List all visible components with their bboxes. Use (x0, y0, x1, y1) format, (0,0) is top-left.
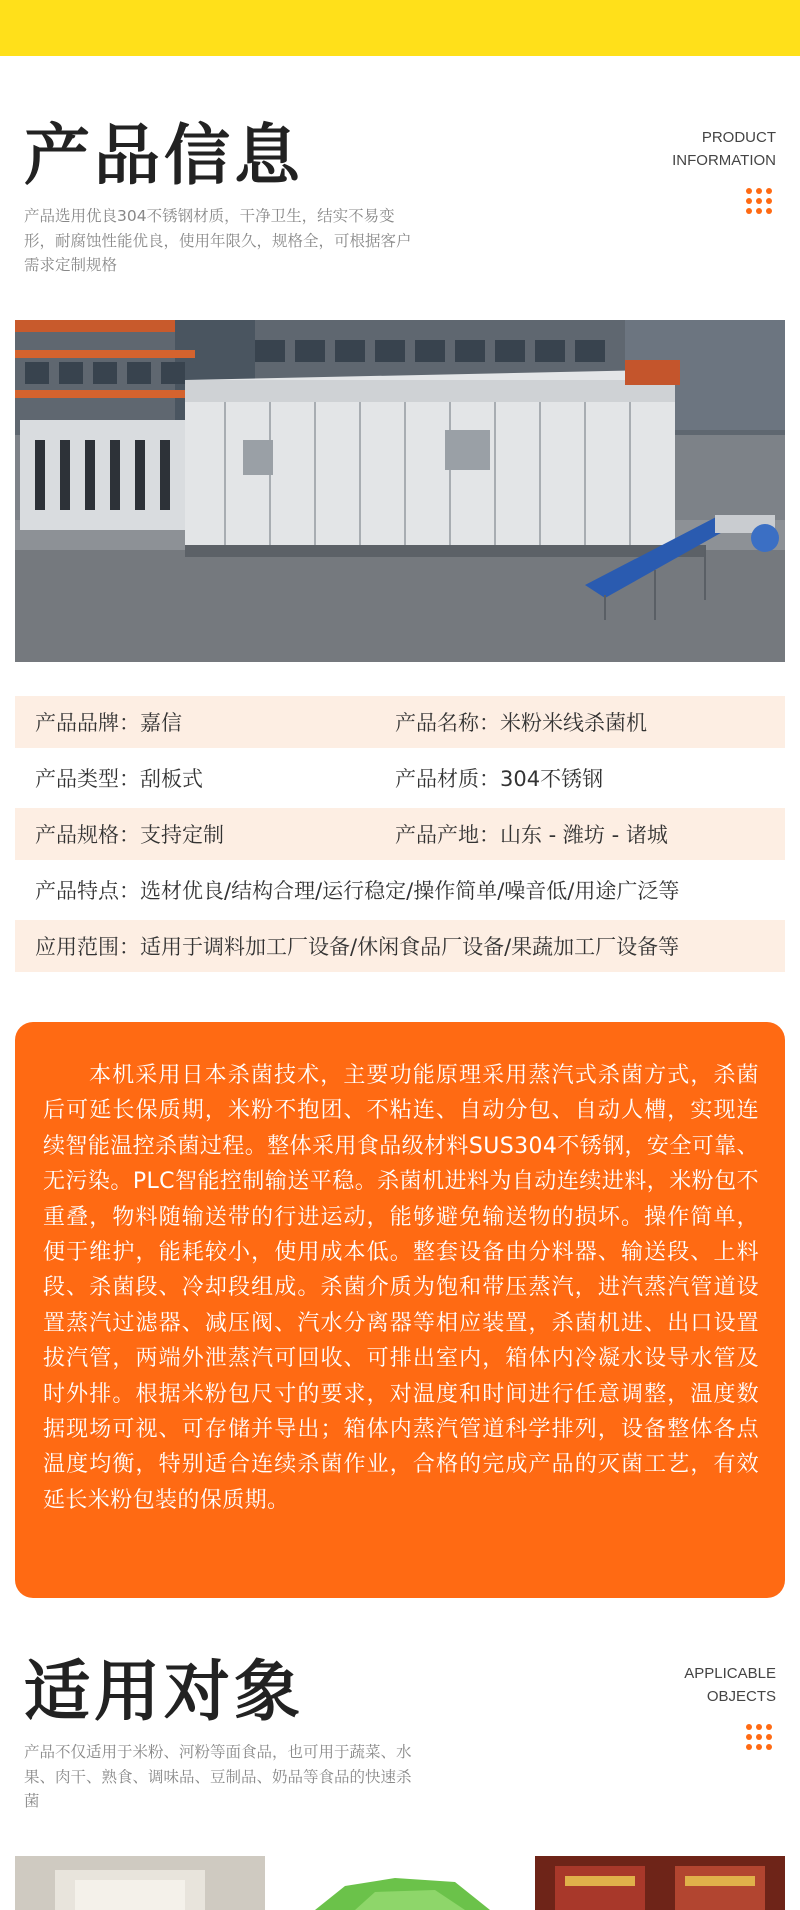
table-row (15, 920, 785, 972)
table-row (15, 696, 785, 748)
top-banner-bar (0, 0, 800, 56)
spec-value: 适用于调料加工厂设备/休闲食品厂设备/果蔬加工厂设备等 (140, 935, 680, 959)
spec-value: 支持定制 (140, 823, 224, 847)
table-row (15, 864, 785, 916)
section-title: 产品信息 (24, 117, 304, 194)
section-description: 产品不仅适用于米粉、河粉等面食品，也可用于蔬菜、水果、肉干、熟食、调味品、豆制品、奶品等食品的快速杀菌 (24, 1743, 412, 1810)
spec-value: 山东 - 潍坊 - 诸城 (500, 823, 668, 847)
spec-value: 米粉米线杀菌机 (500, 711, 647, 735)
spec-key: 产品特点： (35, 879, 140, 903)
intro-card (15, 1022, 785, 1598)
dots-grid-icon (746, 1724, 772, 1750)
spec-value: 304不锈钢 (500, 767, 604, 791)
section-en-label: PRODUCT INFORMATION (672, 129, 776, 169)
applicable-header (0, 1652, 800, 1822)
spec-value: 嘉信 (140, 711, 182, 735)
spec-key: 产品规格： (35, 823, 140, 847)
spec-key: 产品类型： (35, 767, 140, 791)
spec-value: 选材优良/结构合理/运行稳定/操作简单/噪音低/用途广泛等 (140, 879, 680, 903)
thumbnail-vegetables (275, 1856, 525, 1910)
product-photo (15, 320, 785, 662)
thumbnail-packaged-food (535, 1856, 785, 1910)
spec-key: 产品产地： (395, 823, 500, 847)
table-row (15, 752, 785, 804)
dots-grid-icon (746, 188, 772, 214)
spec-table (15, 696, 785, 976)
product-info-header (0, 116, 800, 286)
section-description: 产品选用优良304不锈钢材质，干净卫生，结实不易变形，耐腐蚀性能优良，使用年限久，规格全，可根据客户需求定制规格 (24, 207, 412, 274)
table-row (15, 808, 785, 860)
spec-value: 刮板式 (140, 767, 203, 791)
spec-key: 产品品牌： (35, 711, 140, 735)
spec-key: 产品名称： (395, 711, 500, 735)
section-title: 适用对象 (24, 1653, 304, 1730)
intro-text: 本机采用日本杀菌技术，主要功能原理采用蒸汽式杀菌方式，杀菌后可延长保质期，米粉不抱团、不粘连、自动分包、自动人槽，实现连续智能温控杀菌过程。整体采用食品级材料SUS304不锈钢，安全可靠、无污染。PLC智能控制输送平稳。杀菌机进料为自动连续进料，米粉包不重叠，物料随输送带的行进运动，能够避免输送物的损坏。操作简单，便于维护，能耗较小，使用成本低。整套设备由分料器、输送段、上料段、杀菌段、冷却段组成。杀菌介质为饱和带压蒸汽，进汽蒸汽管道设置蒸汽过滤器、减压阀、汽水分离器等相应装置，杀菌机进、出口设置拔汽管，两端外泄蒸汽可回收、可排出室内，箱体内冷凝水设导水管及时外排。根据米粉包尺寸的要求，对温度和时间进行任意调整，温度数据现场可视、可存储并导出；箱体内蒸汽管道科学排列，设备整体各点温度均衡，特别适合连续杀菌作业，合格的完成产品的灭菌工艺，有效延长米粉包装的保质期。 (43, 1063, 759, 1513)
thumbnail-rice-noodle (15, 1856, 265, 1910)
section-en-label: APPLICABLE OBJECTS (684, 1665, 776, 1705)
spec-key: 应用范围： (35, 935, 140, 959)
applicable-thumbnails (15, 1856, 785, 1910)
spec-key: 产品材质： (395, 767, 500, 791)
